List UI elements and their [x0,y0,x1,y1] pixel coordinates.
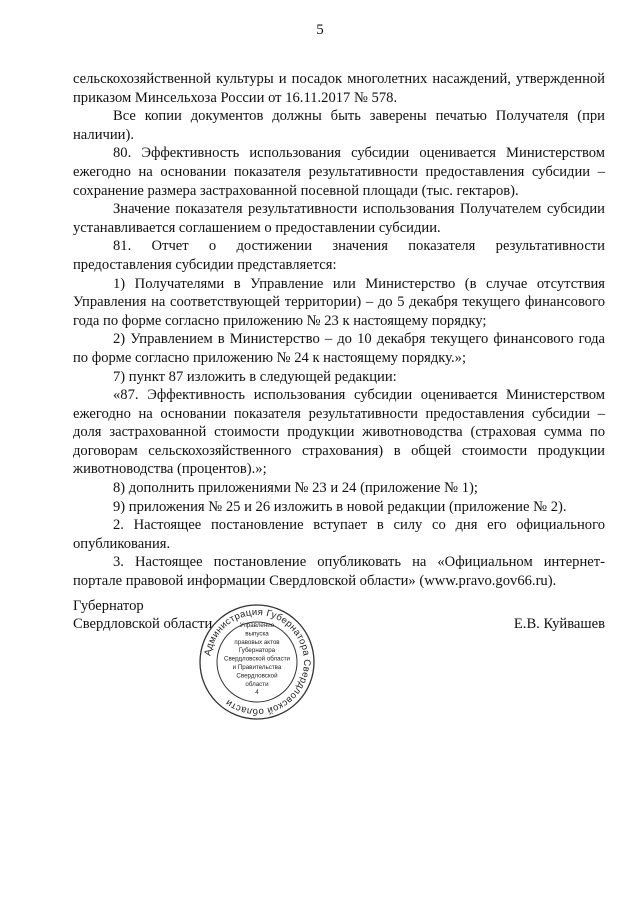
seal-center-line: Свердловской [236,672,278,680]
paragraph-81: 81. Отчет о достижении значения показателя результативности предоставления субсидии представляется: [73,238,605,273]
signatory-title-line2: Свердловской области [73,616,213,632]
paragraph-81-2: 2) Управлением в Министерство – до 10 декабря текущего финансового года по форме согласно приложению № 24 к настоящему порядку.»; [73,331,605,366]
paragraph-clause-3: 3. Настоящее постановление опубликовать на «Официальном интернет-портале правовой информации Свердловской области» (www.pravo.gov66.ru). [73,554,605,590]
paragraph-indicator: Значение показателя результативности использования Получателем субсидии устанавливается соглашением о предоставлении субсидии. [73,201,605,236]
seal-center-line: и Правительства [232,664,282,671]
paragraph-item-9: 9) приложения № 25 и 26 изложить в новой редакции (приложение № 2). [113,498,567,515]
paragraph-item-8: 8) дополнить приложениями № 23 и 24 (приложение № 1); [113,480,478,497]
seal-center-line: правовых актов [234,638,280,646]
seal-center-line: выпуска [245,630,269,638]
paragraph-clause-2: 2. Настоящее постановление вступает в силу со дня его официального опубликования. [73,517,605,552]
paragraph-80: 80. Эффективность использования субсидии оценивается Министерством ежегодно на основании показателя результативности предоставления субсидии – сохранение размера застрахованной посевной площади (тыс. гектаров). [73,145,605,199]
seal-center-line: Свердловской области [223,655,291,663]
seal-center-line: Управление [239,622,275,629]
paragraph-copies: Все копии документов должны быть заверены печатью Получателя (при наличии). [73,108,605,143]
paragraph-continuation: сельскохозяйственной культуры и посадок многолетних насаждений, утвержденной приказом Минсельхоза России от 16.11.2017 № 578. [73,71,605,106]
seal-center-line: Губернатора [238,647,276,655]
paragraph-item-7: 7) пункт 87 изложить в следующей редакции: [113,368,397,385]
official-seal-stamp [197,603,317,721]
seal-center-text [224,622,291,696]
document-body [73,70,605,591]
seal-ring-text: Администрация Губернатора Свердловской области [202,606,313,718]
seal-graphic [197,603,317,721]
seal-center-line: области [245,680,269,688]
signatory-title-line1: Губернатор [73,598,144,614]
signatory-name: Е.В. Куйвашев [513,616,605,632]
seal-center-line: 4 [255,689,259,697]
paragraph-87: «87. Эффективность использования субсидии оценивается Министерством ежегодно на основании показателя результативности предоставления субсидии – доля застрахованной стоимости продукции животноводства (страховая сумма по договорам сельскохозяйственного страхования) в общей стоимости продукции животноводства (процентов).»; [73,387,605,478]
page-number: 5 [316,22,324,38]
paragraph-81-1: 1) Получателями в Управление или Министерство (в случае отсутствия Управления на соответствующей территории) – до 5 декабря текущего финансового года по форме согласно приложению № 23 к настоящему порядку; [73,275,605,329]
